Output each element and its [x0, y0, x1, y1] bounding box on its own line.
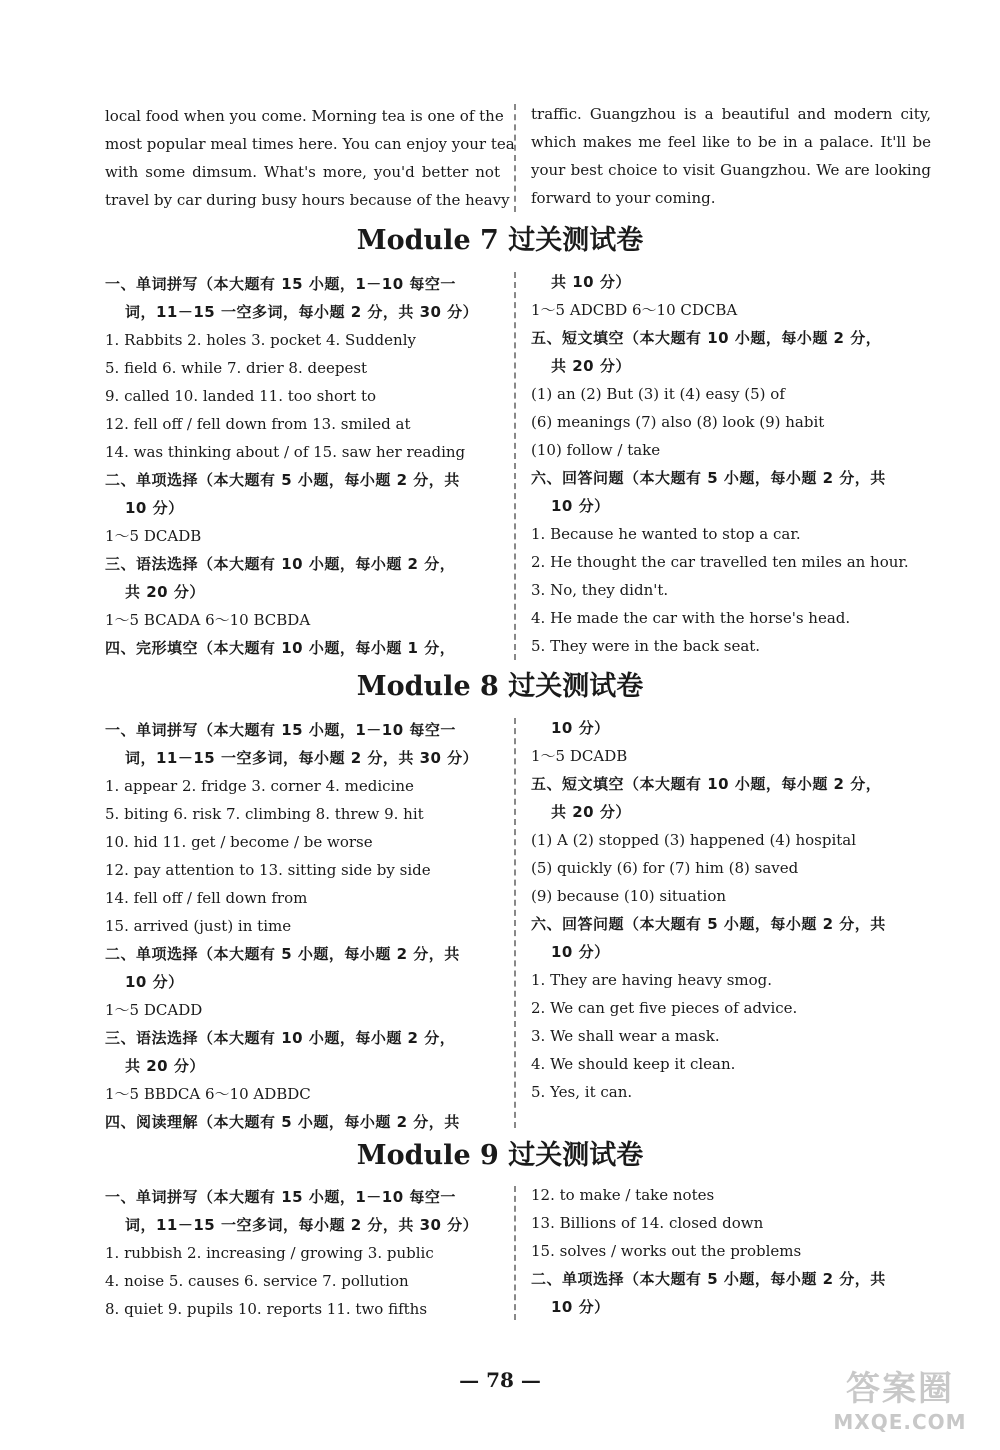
answer-line: 8. quiet 9. pupils 10. reports 11. two fifths — [105, 1300, 428, 1318]
section-heading: 一、单词拼写（本大题有 15 小题，1－10 每空一 — [105, 721, 456, 739]
section-heading: 一、单词拼写（本大题有 15 小题，1－10 每空一 — [105, 275, 456, 293]
section-heading: 六、回答问题（本大题有 5 小题，每小题 2 分，共 — [531, 915, 886, 933]
section-heading: 词，11－15 一空多词，每小题 2 分，共 30 分） — [125, 303, 479, 321]
intro-line: forward to your coming. — [531, 189, 716, 207]
intro-line: most popular meal times here. You can enjoy your tea — [105, 135, 515, 153]
section-heading: 10 分） — [551, 943, 610, 961]
answer-line: 10. hid 11. get / become / be worse — [105, 833, 373, 851]
section-heading: 共 10 分） — [551, 273, 631, 291]
answer-line: 15. arrived (just) in time — [105, 917, 292, 935]
section-heading: 二、单项选择（本大题有 5 小题，每小题 2 分，共 — [105, 471, 460, 489]
answer-line: 14. fell off / fell down from — [105, 889, 308, 907]
answer-line: 5. They were in the back seat. — [531, 637, 761, 655]
answer-line: 4. He made the car with the horse's head. — [531, 609, 851, 627]
watermark-logo-text: 答案圈 — [846, 1369, 954, 1409]
section-heading: 二、单项选择（本大题有 5 小题，每小题 2 分，共 — [105, 945, 460, 963]
module-9-left-column — [105, 1183, 500, 1323]
answer-line: 13. Billions of 14. closed down — [531, 1214, 764, 1232]
section-heading: 共 20 分） — [551, 357, 631, 375]
module-7-left-column — [105, 270, 500, 662]
intro-line: travel by car during busy hours because of the heavy — [105, 191, 510, 209]
section-heading: 词，11－15 一空多词，每小题 2 分，共 30 分） — [125, 1216, 479, 1234]
answer-line: 1. appear 2. fridge 3. corner 4. medicine — [105, 777, 414, 795]
section-heading: 10 分） — [551, 497, 610, 515]
module-9-title: Module 9 过关测试卷 — [356, 1140, 644, 1171]
section-heading: 词，11－15 一空多词，每小题 2 分，共 30 分） — [125, 749, 479, 767]
section-heading: 三、语法选择（本大题有 10 小题，每小题 2 分， — [105, 1029, 456, 1047]
answer-line: 9. called 10. landed 11. too short to — [105, 387, 377, 405]
answer-line: 2. He thought the car travelled ten miles an hour. — [531, 553, 909, 571]
answer-line: 4. We should keep it clean. — [531, 1055, 736, 1073]
answer-line: 15. solves / works out the problems — [531, 1242, 802, 1260]
intro-line: traffic. Guangzhou is a beautiful and modern city, — [531, 105, 931, 123]
section-heading: 六、回答问题（本大题有 5 小题，每小题 2 分，共 — [531, 469, 886, 487]
intro-line: with some dimsum. What's more, you'd better not — [105, 163, 500, 181]
intro-line: which makes me feel like to be in a palace. It'll be — [531, 133, 931, 151]
answer-line: (10) follow / take — [531, 441, 661, 459]
answer-line: 1. They are having heavy smog. — [531, 971, 773, 989]
module-8-left-column — [105, 716, 500, 1136]
module-7-title: Module 7 过关测试卷 — [356, 225, 644, 256]
module-8-divider — [514, 718, 516, 1128]
answer-line: 12. pay attention to 13. sitting side by side — [105, 861, 431, 879]
module-8-right-column — [531, 714, 931, 1106]
watermark-url: MXQE.COM — [833, 1410, 967, 1434]
answer-line: 5. field 6. while 7. drier 8. deepest — [105, 359, 368, 377]
module-7-divider — [514, 272, 516, 660]
answer-line: 1. rubbish 2. increasing / growing 3. public — [105, 1244, 434, 1262]
section-heading: 10 分） — [551, 719, 610, 737]
section-heading: 四、阅读理解（本大题有 5 小题，每小题 2 分，共 — [105, 1113, 460, 1131]
module-7-right-column — [531, 268, 931, 660]
section-heading: 共 20 分） — [125, 1057, 205, 1075]
section-heading: 共 20 分） — [551, 803, 631, 821]
module-9-divider — [514, 1186, 516, 1320]
answer-line: 14. was thinking about / of 15. saw her reading — [105, 443, 466, 461]
section-heading: 五、短文填空（本大题有 10 小题，每小题 2 分， — [531, 329, 882, 347]
answer-line: 4. noise 5. causes 6. service 7. pollution — [105, 1272, 409, 1290]
section-heading: 一、单词拼写（本大题有 15 小题，1－10 每空一 — [105, 1188, 456, 1206]
answer-line: 12. to make / take notes — [531, 1186, 715, 1204]
answer-line: 12. fell off / fell down from 13. smiled at — [105, 415, 411, 433]
answer-line: 1. Rabbits 2. holes 3. pocket 4. Suddenly — [105, 331, 416, 349]
page-number: — 78 — — [459, 1368, 541, 1392]
answer-line: 1. Because he wanted to stop a car. — [531, 525, 801, 543]
answer-line: 1～5 DCADB — [531, 747, 628, 765]
answer-line: (6) meanings (7) also (8) look (9) habit — [531, 413, 825, 431]
answer-line: 3. We shall wear a mask. — [531, 1027, 720, 1045]
answer-line: 1～5 DCADB — [105, 527, 202, 545]
answer-line: 1～5 BBDCA 6～10 ADBDC — [105, 1085, 311, 1103]
section-heading: 五、短文填空（本大题有 10 小题，每小题 2 分， — [531, 775, 882, 793]
section-heading: 共 20 分） — [125, 583, 205, 601]
intro-right-column — [531, 100, 931, 212]
intro-line: local food when you come. Morning tea is one of the — [105, 107, 504, 125]
section-heading: 二、单项选择（本大题有 5 小题，每小题 2 分，共 — [531, 1270, 886, 1288]
answer-line: 1～5 BCADA 6～10 BCBDA — [105, 611, 311, 629]
section-heading: 10 分） — [125, 499, 184, 517]
section-heading: 10 分） — [125, 973, 184, 991]
watermark-logo — [805, 1368, 995, 1440]
module-8-title: Module 8 过关测试卷 — [356, 671, 644, 702]
answer-line: 5. biting 6. risk 7. climbing 8. threw 9. hit — [105, 805, 424, 823]
section-heading: 10 分） — [551, 1298, 610, 1316]
answer-line: (5) quickly (6) for (7) him (8) saved — [531, 859, 799, 877]
intro-line: your best choice to visit Guangzhou. We are looking — [531, 161, 931, 179]
answer-line: (9) because (10) situation — [531, 887, 727, 905]
answer-line: (1) A (2) stopped (3) happened (4) hospital — [531, 831, 857, 849]
section-heading: 三、语法选择（本大题有 10 小题，每小题 2 分， — [105, 555, 456, 573]
intro-divider — [514, 104, 516, 212]
intro-left-column — [105, 102, 515, 214]
section-heading: 四、完形填空（本大题有 10 小题，每小题 1 分， — [105, 639, 456, 657]
answer-line: (1) an (2) But (3) it (4) easy (5) of — [531, 385, 785, 403]
answer-line: 1～5 ADCBD 6～10 CDCBA — [531, 301, 738, 319]
answer-line: 3. No, they didn't. — [531, 581, 669, 599]
answer-line: 2. We can get five pieces of advice. — [531, 999, 798, 1017]
module-9-right-column — [531, 1181, 931, 1321]
answer-line: 1～5 DCADD — [105, 1001, 203, 1019]
answer-line: 5. Yes, it can. — [531, 1083, 633, 1101]
